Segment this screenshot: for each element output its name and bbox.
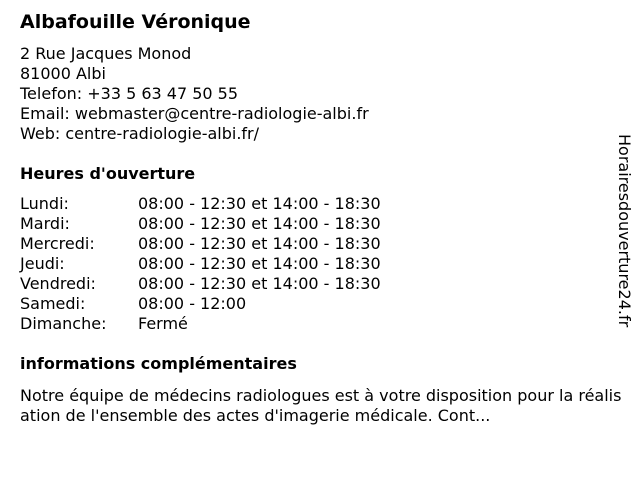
hours-time: 08:00 - 12:00 xyxy=(138,294,247,313)
hours-row-tuesday xyxy=(20,214,620,234)
hours-time: Fermé xyxy=(138,314,188,333)
hours-time: 08:00 - 12:30 et 14:00 - 18:30 xyxy=(138,214,381,233)
hours-time: 08:00 - 12:30 et 14:00 - 18:30 xyxy=(138,234,381,253)
hours-time: 08:00 - 12:30 et 14:00 - 18:30 xyxy=(138,254,381,273)
opening-hours-heading: Heures d'ouverture xyxy=(20,164,196,183)
hours-day: Mercredi: xyxy=(20,234,95,253)
hours-time: 08:00 - 12:30 et 14:00 - 18:30 xyxy=(138,194,381,213)
hours-row-thursday xyxy=(20,254,620,274)
business-card xyxy=(20,10,620,426)
hours-row-friday xyxy=(20,274,620,294)
additional-info-heading: informations complémentaires xyxy=(20,354,297,373)
additional-info-text: Notre équipe de médecins radiologues est à votre disposition pour la réalisation de l'ensemble des actes d'imagerie médicale. Cont... xyxy=(20,386,622,425)
hours-day: Samedi: xyxy=(20,294,86,313)
hours-row-saturday xyxy=(20,294,620,314)
hours-day: Jeudi: xyxy=(20,254,65,273)
hours-row-sunday xyxy=(20,314,620,334)
hours-row-monday xyxy=(20,194,620,214)
address-city: 81000 Albi xyxy=(20,64,106,83)
hours-row-wednesday xyxy=(20,234,620,254)
hours-day: Vendredi: xyxy=(20,274,96,293)
opening-hours-table xyxy=(20,194,620,334)
address-street: 2 Rue Jacques Monod xyxy=(20,44,192,63)
hours-day: Dimanche: xyxy=(20,314,107,333)
business-name: Albafouille Véronique xyxy=(20,11,251,33)
web-line: Web: centre-radiologie-albi.fr/ xyxy=(20,124,260,143)
phone-line: Telefon: +33 5 63 47 50 55 xyxy=(20,84,239,103)
hours-time: 08:00 - 12:30 et 14:00 - 18:30 xyxy=(138,274,381,293)
hours-day: Mardi: xyxy=(20,214,70,233)
contact-block xyxy=(20,44,620,144)
site-watermark: Horairesdouverture24.fr xyxy=(615,134,634,328)
hours-day: Lundi: xyxy=(20,194,69,213)
email-line: Email: webmaster@centre-radiologie-albi.fr xyxy=(20,104,369,123)
